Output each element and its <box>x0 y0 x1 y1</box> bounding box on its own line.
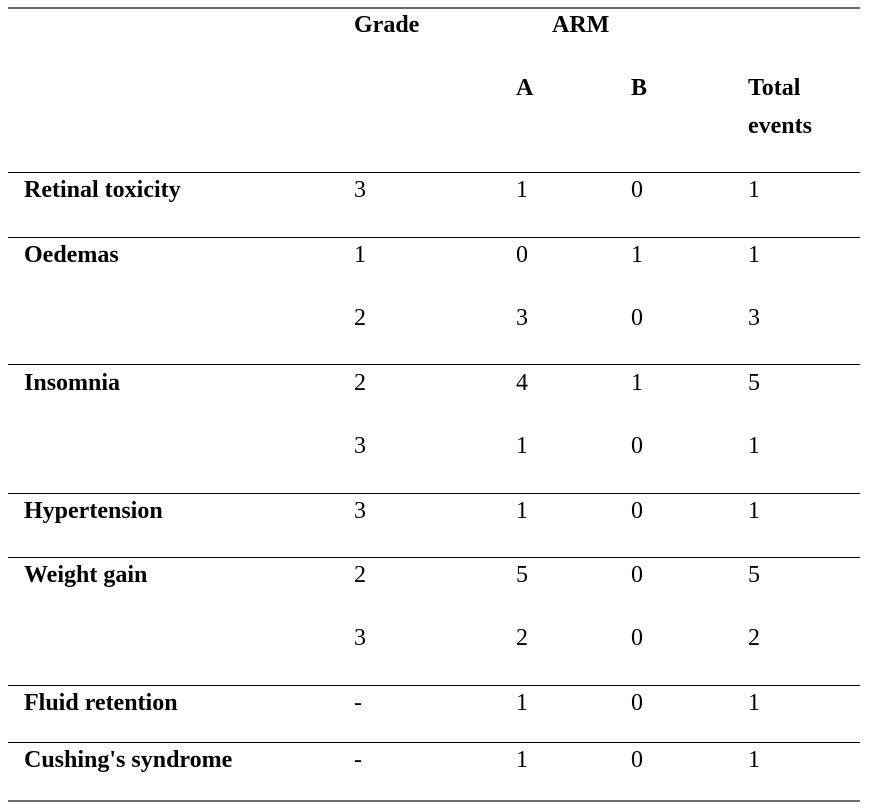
row-label: Insomnia <box>24 370 121 396</box>
row-total: 3 <box>748 305 760 331</box>
row-grade: 3 <box>354 625 366 651</box>
row-arm-a: 1 <box>516 433 528 459</box>
row-grade: 2 <box>354 562 366 588</box>
header-total-events <box>748 69 868 145</box>
row-total: 1 <box>748 690 760 716</box>
row-total: 2 <box>748 625 760 651</box>
row-grade: - <box>354 690 362 716</box>
header-arm-b: B <box>631 75 648 101</box>
row-arm-b: 1 <box>631 242 643 268</box>
row-arm-a: 3 <box>516 305 528 331</box>
row-arm-a: 1 <box>516 690 528 716</box>
row-arm-a: 4 <box>516 370 528 396</box>
row-label: Cushing's syndrome <box>24 747 233 773</box>
row-total: 5 <box>748 562 760 588</box>
row-grade: 2 <box>354 370 366 396</box>
row-grade: 1 <box>354 242 366 268</box>
row-arm-b: 0 <box>631 498 643 524</box>
header-arm: ARM <box>552 12 610 38</box>
row-arm-b: 0 <box>631 305 643 331</box>
row-arm-a: 0 <box>516 242 528 268</box>
row-grade: 3 <box>354 177 366 203</box>
row-arm-b: 1 <box>631 370 643 396</box>
row-grade: 2 <box>354 305 366 331</box>
table-bottom-rule <box>8 800 860 802</box>
row-total: 1 <box>748 433 760 459</box>
row-arm-a: 1 <box>516 177 528 203</box>
row-arm-a: 2 <box>516 625 528 651</box>
row-grade: 3 <box>354 498 366 524</box>
row-total: 1 <box>748 747 760 773</box>
row-total: 1 <box>748 242 760 268</box>
header-total-line2: events <box>748 113 812 139</box>
row-arm-b: 0 <box>631 690 643 716</box>
row-label: Retinal toxicity <box>24 177 181 203</box>
row-total: 1 <box>748 177 760 203</box>
row-arm-a: 5 <box>516 562 528 588</box>
row-arm-b: 0 <box>631 747 643 773</box>
header-total-line1: Total <box>748 75 801 101</box>
row-divider <box>8 237 860 238</box>
row-label: Hypertension <box>24 498 163 524</box>
row-total: 1 <box>748 498 760 524</box>
row-arm-b: 0 <box>631 177 643 203</box>
row-arm-a: 1 <box>516 747 528 773</box>
row-label: Weight gain <box>24 562 148 588</box>
header-grade: Grade <box>354 12 420 38</box>
row-arm-b: 0 <box>631 562 643 588</box>
row-grade: - <box>354 747 362 773</box>
row-divider <box>8 364 860 365</box>
row-label: Fluid retention <box>24 690 178 716</box>
table-top-rule <box>8 7 860 9</box>
header-arm-a: A <box>516 75 534 101</box>
row-label: Oedemas <box>24 242 119 268</box>
row-arm-b: 0 <box>631 433 643 459</box>
row-grade: 3 <box>354 433 366 459</box>
row-arm-b: 0 <box>631 625 643 651</box>
row-total: 5 <box>748 370 760 396</box>
row-arm-a: 1 <box>516 498 528 524</box>
